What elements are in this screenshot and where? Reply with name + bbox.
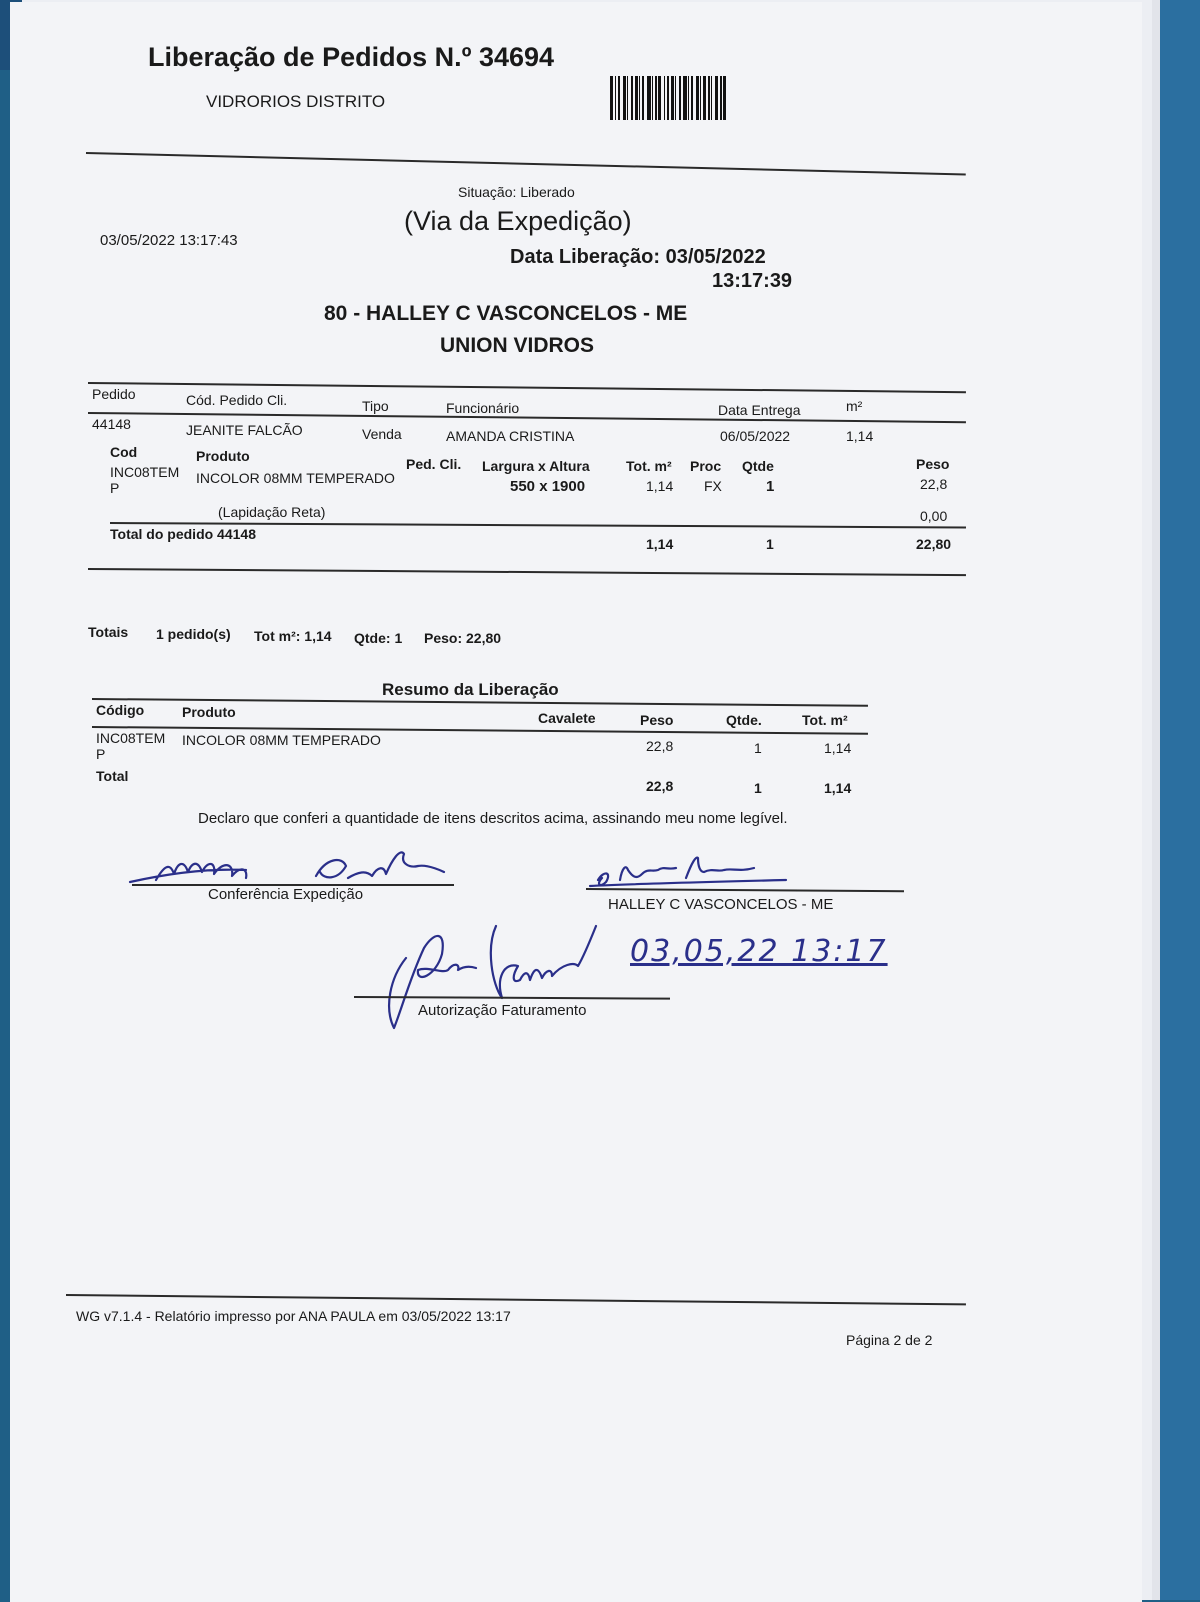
summary-product: INCOLOR 08MM TEMPERADO (182, 732, 381, 748)
order-total-qtde: 1 (766, 536, 774, 552)
summary-code-line2: P (96, 746, 106, 762)
col-m2: m² (846, 398, 863, 414)
item-extra-peso: 0,00 (920, 508, 948, 524)
summary-peso: 22,8 (646, 738, 674, 754)
order-type: Venda (362, 426, 402, 442)
col-funcionario: Funcionário (446, 400, 520, 416)
summary-col-peso: Peso (640, 712, 674, 728)
customer-alias: UNION VIDROS (440, 334, 595, 357)
handwritten-date: 03,05,22 13:17 (630, 934, 888, 969)
item-tot-m2: 1,14 (646, 478, 674, 494)
col-cod-pedido-cli: Cód. Pedido Cli. (186, 392, 288, 408)
item-col-proc: Proc (690, 458, 722, 474)
summary-col-qtde: Qtde. (726, 712, 762, 728)
signature-label-cliente: HALLEY C VASCONCELOS - ME (608, 896, 834, 913)
item-extra-service: (Lapidação Reta) (218, 504, 326, 520)
document-title: Liberação de Pedidos N.º 34694 (148, 42, 555, 72)
order-total-label: Total do pedido 44148 (110, 526, 256, 542)
document-page (10, 2, 1142, 1602)
summary-col-codigo: Código (96, 702, 145, 718)
via-label: (Via da Expedição) (404, 206, 632, 236)
signature-autorizacao (376, 918, 636, 1038)
summary-qtde: 1 (754, 740, 762, 756)
item-proc: FX (704, 478, 722, 494)
summary-tot-m2: 1,14 (824, 740, 852, 756)
summary-col-tot-m2: Tot. m² (802, 712, 848, 728)
item-qtde: 1 (766, 478, 775, 495)
summary-col-produto: Produto (182, 704, 236, 720)
summary-col-cavalete: Cavalete (538, 710, 596, 726)
item-dimensions: 550 x 1900 (510, 478, 586, 495)
situation-status: Situação: Liberado (458, 184, 575, 200)
item-code-line1: INC08TEM (110, 464, 180, 480)
item-product: INCOLOR 08MM TEMPERADO (196, 470, 395, 486)
summary-total-m2: 1,14 (824, 780, 852, 796)
delivery-date: 06/05/2022 (720, 428, 791, 444)
customer-name: 80 - HALLEY C VASCONCELOS - ME (324, 302, 688, 325)
item-col-qtde: Qtde (742, 458, 774, 474)
summary-total-qtde: 1 (754, 780, 762, 796)
item-col-tot-m2: Tot. m² (626, 458, 672, 474)
order-total-m2: 1,14 (646, 536, 674, 552)
footer-printed-by: WG v7.1.4 - Relatório impresso por ANA PAULA em 03/05/2022 13:17 (76, 1308, 511, 1324)
item-code-line2: P (110, 480, 120, 496)
item-col-largura-altura: Largura x Altura (482, 458, 590, 474)
item-col-cod: Cod (110, 444, 138, 460)
item-col-produto: Produto (196, 448, 250, 464)
declaration-text: Declaro que conferi a quantidade de itens descritos acima, assinando meu nome legível. (198, 810, 788, 827)
footer-divider (66, 1294, 966, 1305)
summary-total-label: Total (96, 768, 129, 784)
release-time: 13:17:39 (712, 270, 793, 292)
summary-total-peso: 22,8 (646, 778, 674, 794)
order-m2: 1,14 (846, 428, 874, 444)
totals-pedidos: 1 pedido(s) (156, 626, 231, 642)
totals-label: Totais (88, 624, 129, 640)
header-divider (86, 152, 966, 175)
totals-peso: Peso: 22,80 (424, 630, 502, 646)
employee: AMANDA CRISTINA (446, 428, 575, 444)
order-section-divider (88, 568, 966, 576)
order-number: 44148 (92, 416, 131, 432)
summary-title: Resumo da Liberação (382, 680, 559, 699)
signature-cliente (586, 850, 796, 892)
col-tipo: Tipo (362, 398, 389, 414)
footer-page-number: Página 2 de 2 (846, 1332, 933, 1348)
totals-qtde: Qtde: 1 (354, 630, 403, 646)
col-pedido: Pedido (92, 386, 136, 402)
release-date: Data Liberação: 03/05/2022 (510, 246, 766, 268)
order-total-peso: 22,80 (916, 536, 952, 552)
summary-code-line1: INC08TEM (96, 730, 166, 746)
printed-timestamp: 03/05/2022 13:17:43 (100, 232, 238, 249)
totals-m2: Tot m²: 1,14 (254, 628, 332, 644)
signature-label-conferencia: Conferência Expedição (208, 886, 364, 903)
client-order-code: JEANITE FALCÃO (186, 422, 303, 438)
col-data-entrega: Data Entrega (718, 402, 801, 418)
barcode (610, 76, 760, 120)
company-name: VIDRORIOS DISTRITO (206, 92, 386, 111)
item-peso: 22,8 (920, 476, 948, 492)
item-col-ped-cli: Ped. Cli. (406, 456, 462, 472)
signature-label-autorizacao: Autorização Faturamento (418, 1002, 587, 1019)
item-col-peso: Peso (916, 456, 950, 472)
